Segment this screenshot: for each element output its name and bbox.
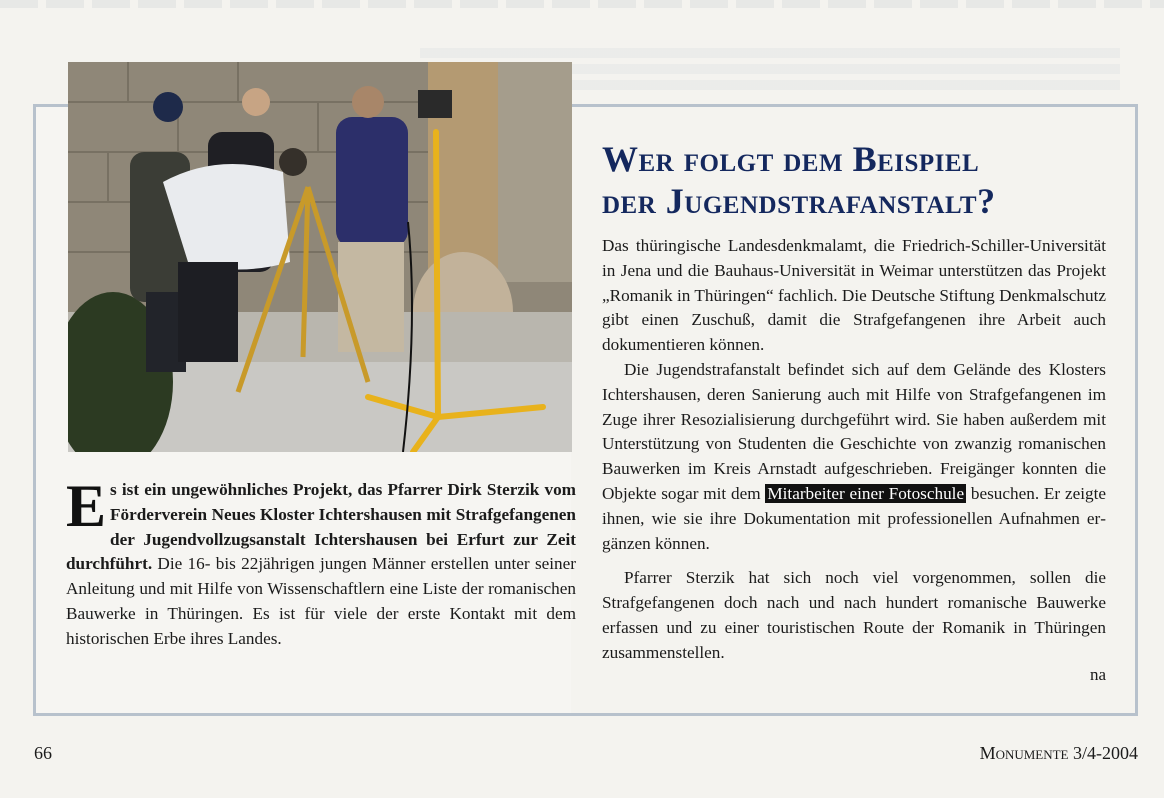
journal-issue: Monumente 3/4-2004: [979, 743, 1138, 763]
article-photo: [68, 62, 572, 452]
photograph-icon: [68, 62, 572, 452]
headline-line-1: Wer folgt dem Beispiel: [602, 139, 980, 179]
intro-lead: s ist ein ungewöhnliches Projekt, das Pfarrer Dirk Sterzik vom Förderverein Neues Kloster Ichtershausen mit Strafgefangenen der Jugendvollzugsanstalt Ichtershausen bei Erfurt zur Zeit durchführt.: [66, 480, 576, 574]
headline-line-2: der Jugendstrafanstalt?: [602, 181, 996, 221]
article-headline: [602, 138, 1122, 222]
drop-cap: E: [66, 473, 107, 539]
intro-body: Die 16- bis 22jährigen jungen Männer erstellen unter seiner Anleitung und mit Hilfe von Wissenschaftlern eine Liste der romanischen Bauwerke in Thüringen. Es ist für viele der erste Kontakt mit dem historischen Erbe ihres Landes.: [66, 554, 576, 648]
page-number: 66: [34, 743, 52, 763]
author-byline: na: [1089, 665, 1106, 684]
paragraph-3: Pfarrer Sterzik hat sich noch viel vorgenommen, sollen die Strafgefangenen doch nach und nach hundert romanische Bauwerke erfassen und zu einer touristischen Route der Romanik in Thüringen zusammenstellen.: [602, 568, 1106, 662]
highlighted-phrase: Mitarbeiter einer Fotoschule: [767, 483, 965, 503]
intro-column: [66, 473, 576, 652]
paragraph-2-end: besuchen. Er zeigte ihnen, wie sie ihre Dokumentation mit professionellen Aufnahmen ergänzen können.: [602, 483, 1106, 553]
right-column: [602, 234, 1106, 666]
show-through-top: [0, 0, 1164, 8]
paragraph-2: [602, 358, 1106, 556]
paragraph-1: Das thüringische Landesdenkmalamt, die Friedrich-Schiller-Universität in Jena und die Bauhaus-Universität in Weimar unterstützen das Projekt „Romanik in Thüringen“ fachlich. Die Deutsche Stiftung Denkmalschutz gibt einen Zuschuß, damit die Strafgefangenen ihre Arbeit auch dokumentieren können.: [602, 236, 1106, 355]
paragraph-2-start: Die Jugendstrafanstalt befindet sich auf dem Gelände des Klosters Ichtershausen, deren Sanierung auch mit Hilfe von Strafgefangenen im Zuge ihrer Resozialisierung durchgeführt wird. Sie haben außerdem mit Unterstützung von Studenten die Geschichte von zwanzig romanischen Bauwerken im Kreis Arnstadt aufgeschrieben. Freigänger konnten die Objekte sogar mit dem: [602, 359, 1106, 503]
